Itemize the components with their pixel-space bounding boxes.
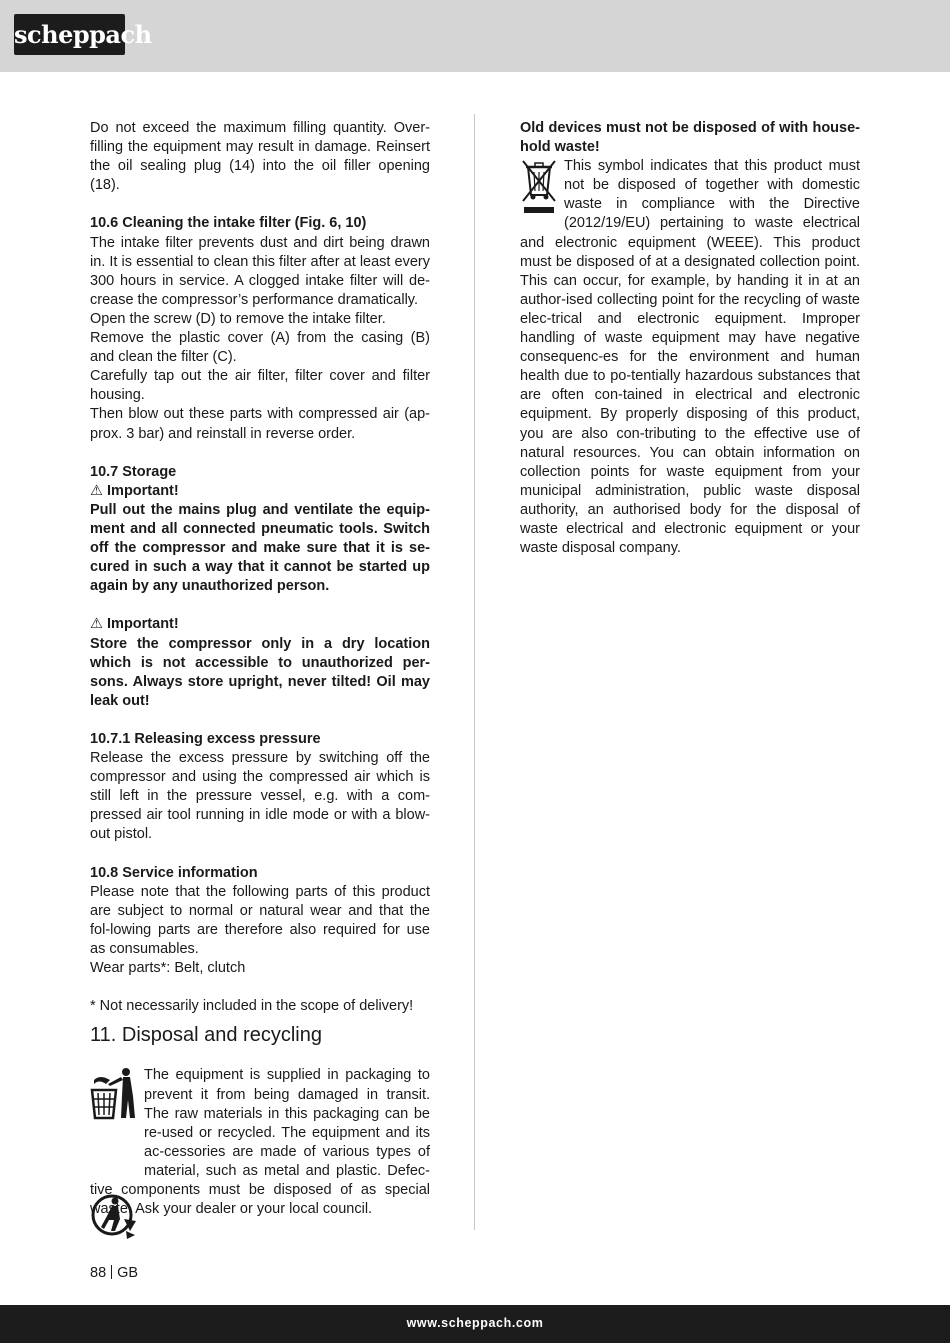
important-label-1 xyxy=(90,482,430,501)
weee-text: This symbol indicates that this product must not be disposed of together with domestic waste in compliance with the Directive (2012/19/EU) pertaining to waste electrical and electronic equipment (WEEE). This product must be disposed of at a designated collection point. This can occur, for example, by handing it in at an author-ised collecting point for the recycling of waste elec-trical and electronic equipment. Improper handling of waste equipment may have negative consequenc-es for the environment and human health due to po-tentially hazardous substances that are often con-tained in electrical and electronic equipment. By properly disposing of this product, you are also con-tributing to the effective use of natural resources. You can obtain information on collection points for waste equipment from your municipal administration, public waste disposal authority, an authorised body for the disposal of waste electrical and electronic equipment or your waste disposal company. xyxy=(520,158,860,557)
section-10-7-1-text: Release the excess pressure by switching off the compressor and using the compressed air which is still left in the pressure vessel, e.g. with a com-pressed air tool running in idle mode or with a blow-out pistol. xyxy=(90,750,430,843)
page-number-value: 88 xyxy=(90,1265,107,1281)
page-language: GB xyxy=(117,1265,139,1281)
storage-warning-2: Store the compressor only in a dry location which is not accessible to unauthorized per-sons. Always store upright, never tilted! Oil may leak out! xyxy=(90,635,430,709)
section-10-6-heading: 10.6 Cleaning the intake filter (Fig. 6, 10) xyxy=(90,215,367,232)
trash-bin-icon xyxy=(90,1066,140,1178)
section-10-6-text-5: Then blow out these parts with compressed air (ap-prox. 3 bar) and reinstall in reverse order. xyxy=(90,406,430,442)
column-divider xyxy=(474,114,475,1230)
left-column xyxy=(90,119,430,1219)
section-10-6-text-1: The intake filter prevents dust and dirt being drawn in. It is essential to clean this filter after at least every 300 hours in service. A clogged intake filter will de-crease the compressor’s performance dramatically. xyxy=(90,234,430,308)
section-10-6-text-2: Open the screw (D) to remove the intake filter. xyxy=(90,310,386,327)
weee-heading: Old devices must not be disposed of with house-hold waste! xyxy=(520,120,860,156)
footer-bar xyxy=(0,1305,950,1343)
page-number-separator xyxy=(111,1265,112,1279)
footnote: * Not necessarily included in the scope of delivery! xyxy=(90,998,414,1015)
section-10-6-text-3: Remove the plastic cover (A) from the casing (B) and clean the filter (C). xyxy=(90,330,430,366)
section-10-6-text-4: Carefully tap out the air filter, filter cover and filter housing. xyxy=(90,368,430,404)
website-link[interactable]: www.scheppach.com xyxy=(406,1316,544,1330)
section-10-7-1-heading: 10.7.1 Releasing excess pressure xyxy=(90,731,321,747)
section-10-8-heading: 10.8 Service information xyxy=(90,864,258,881)
header-bar xyxy=(0,0,950,72)
filling-note: Do not exceed the maximum filling quantity. Over-filling the equipment may result in damage. Reinsert the oil sealing plug (14) into the oil filler opening (18). xyxy=(90,120,430,194)
section-11-text: The equipment is supplied in packaging to prevent it from being damaged in transit. The raw materials in this packaging can be re-used or recycled. The equipment and its ac-cessories are made of various types of material, such as metal and plastic. Defec-tive components must be disposed of as special waste. Ask your dealer or your local council. xyxy=(90,1067,430,1218)
section-11-heading: 11. Disposal and recycling xyxy=(90,1024,322,1047)
important-text-2: Important! xyxy=(107,616,179,633)
disposal-icons xyxy=(90,1066,140,1178)
storage-warning-1: Pull out the mains plug and ventilate the equip-ment and all connected pneumatic tools. Switch off the compressor and make sure that it is se-cured in such a way that it cannot be started up again by any unauthorized person. xyxy=(90,501,430,595)
important-text-1: Important! xyxy=(107,482,179,499)
page-number xyxy=(90,1264,138,1283)
important-label-2 xyxy=(90,615,430,634)
section-10-7-heading: 10.7 Storage xyxy=(90,463,177,480)
right-column xyxy=(520,119,860,558)
warning-triangle-icon: ⚠ xyxy=(90,616,103,633)
section-10-8-text-1: Please note that the following parts of this product are subject to normal or natural wear and that the fol-lowing parts are therefore also required for use as consumables. xyxy=(90,883,430,958)
section-10-8-text-2: Wear parts*: Belt, clutch xyxy=(90,960,246,977)
weee-crossed-bin-icon xyxy=(520,157,558,213)
scheppach-logo: scheppach xyxy=(14,14,125,55)
warning-triangle-icon: ⚠ xyxy=(90,482,103,499)
